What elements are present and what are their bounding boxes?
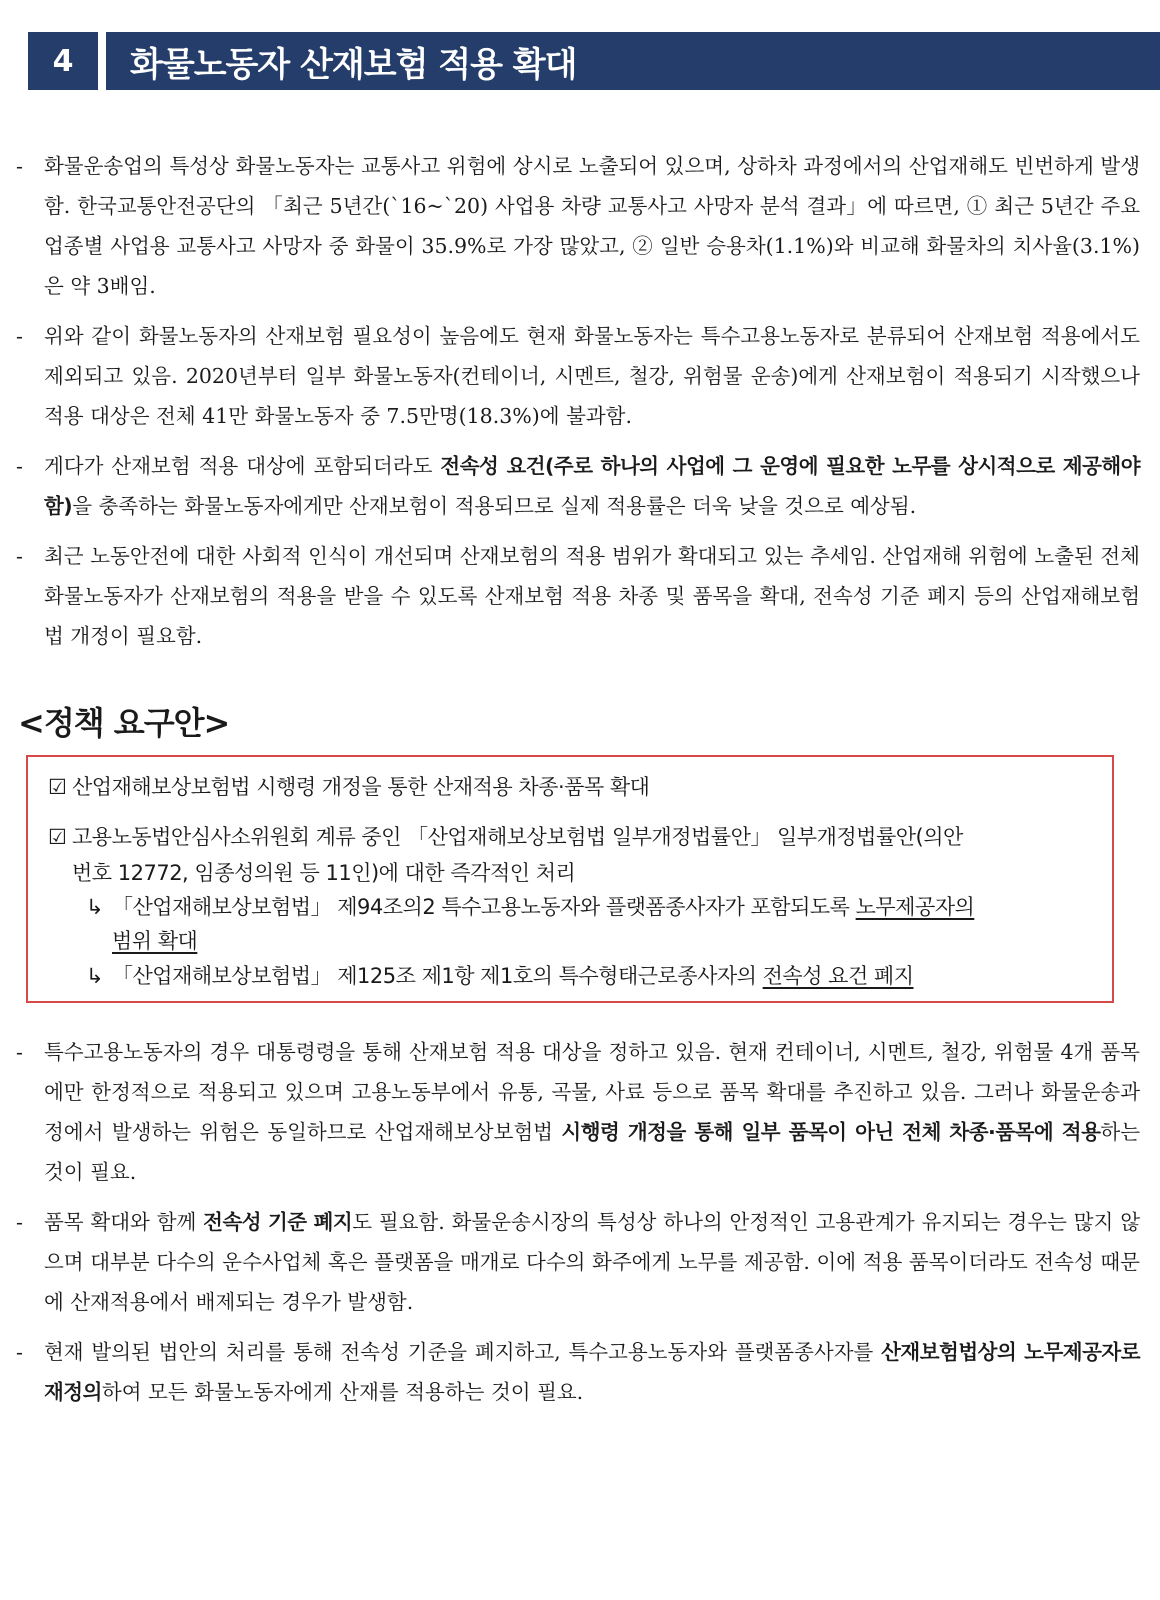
paragraph-exclusivity xyxy=(16,446,1140,526)
paragraph-accident-risk xyxy=(16,146,1140,306)
paragraph-text: 위와 같이 화물노동자의 산재보험 필요성이 높음에도 현재 화물노동자는 특수고용노동자로 분류되어 산재보험 적용에서도 제외되고 있음. 2020년부터 일부 화물노동자(컨테이너, 시멘트, 철강, 위험물 운송)에게 산재보험이 적용되기 시작했으나 적용 대상은 전체 41만 화물노동자 중 7.5만명(18.3%)에 불과함. xyxy=(44,324,1140,428)
bullet-dash: - xyxy=(16,1040,23,1064)
section-title: 화물노동자 산재보험 적용 확대 xyxy=(106,32,1160,90)
underlined-emphasis: 전속성 요건 폐지 xyxy=(762,964,914,988)
requirement-text: 번호 12772, 임종성의원 등 11인)에 대한 즉각적인 처리 xyxy=(72,861,576,885)
paragraph-insurance-need xyxy=(16,316,1140,436)
sub-item-text: 「산업재해보상보험법」 제125조 제1항 제1호의 특수형태근로종사자의 xyxy=(112,964,763,988)
sub-arrow-icon: ↳ xyxy=(86,964,104,988)
bullet-dash: - xyxy=(16,1210,23,1234)
paragraph-text: 을 충족하는 화물노동자에게만 산재보험이 적용되므로 실제 적용률은 더욱 낮을 것으로 예상됨. xyxy=(72,494,917,518)
paragraph-text: 최근 노동안전에 대한 사회적 인식이 개선되며 산재보험의 적용 범위가 확대되고 있는 추세임. 산업재해 위험에 노출된 전체 화물노동자가 산재보험의 적용을 받을 수 있도록 산재보험 적용 차종 및 품목을 확대, 전속성 기준 폐지 등의 산업재해보험법 개정이 필요함. xyxy=(44,544,1140,648)
paragraph-text: 현재 발의된 법안의 처리를 통해 전속성 기준을 폐지하고, 특수고용노동자와 플랫폼종사자를 xyxy=(44,1340,882,1364)
paragraph-redefinition xyxy=(16,1332,1140,1412)
bullet-dash: - xyxy=(16,1340,23,1364)
bold-emphasis: 산재보험법상의 노무제공자로 재정의 xyxy=(44,1340,1140,1404)
paragraph-scope xyxy=(16,1032,1140,1192)
paragraph-text: 특수고용노동자의 경우 대통령령을 통해 산재보험 적용 대상을 정하고 있음. 현재 컨테이너, 시멘트, 철강, 위험물 4개 품목에만 한정적으로 적용되고 있으며 고용노동부에서 유통, 곡물, 사료 등으로 품목 확대를 추진하고 있음. 그러나 화물운송과정에서 발생하는 위험은 동일하므로 산업재해보상보험법 xyxy=(44,1040,1140,1144)
bullet-dash: - xyxy=(16,544,23,568)
sub-item-2 xyxy=(86,959,913,993)
requirement-text: 산업재해보상보험법 시행령 개정을 통한 산재적용 차종·품목 확대 xyxy=(72,775,650,799)
requirement-item-2 xyxy=(48,819,963,891)
policy-requirements-box xyxy=(26,755,1114,1003)
checkbox-icon: ☑ xyxy=(48,825,67,849)
bold-emphasis: 시행령 개정을 통해 일부 품목이 아닌 전체 차종·품목에 적용 xyxy=(561,1120,1101,1144)
bold-emphasis: 전속성 요건(주로 하나의 사업에 그 운영에 필요한 노무를 상시적으로 제공해야 함) xyxy=(44,454,1140,518)
bullet-dash: - xyxy=(16,154,23,178)
paragraph-trend xyxy=(16,536,1140,656)
requirement-text: 고용노동법안심사소위원회 계류 중인 「산업재해보상보험법 일부개정법률안」 일부개정법률안(의안 xyxy=(72,825,963,849)
paragraph-text: 하는 것이 필요. xyxy=(44,1120,1140,1184)
paragraph-text: 게다가 산재보험 적용 대상에 포함되더라도 xyxy=(44,454,441,478)
paragraph-text: 품목 확대와 함께 xyxy=(44,1210,204,1234)
sub-item-text: 「산업재해보상보험법」 제94조의2 특수고용노동자와 플랫폼종사자가 포함되도록 xyxy=(112,895,856,919)
policy-heading: <정책 요구안> xyxy=(18,704,230,742)
underlined-emphasis: 노무제공자의 xyxy=(855,895,975,919)
requirement-item-1 xyxy=(48,769,649,805)
paragraph-text: 하여 모든 화물노동자에게 산재를 적용하는 것이 필요. xyxy=(101,1380,584,1404)
paragraph-text: 도 필요함. 화물운송시장의 특성상 하나의 안정적인 고용관계가 유지되는 경우는 많지 않으며 대부분 다수의 운수사업체 혹은 플랫폼을 매개로 다수의 화주에게 노무를 제공함. 이에 적용 품목이더라도 전속성 때문에 산재적용에서 배제되는 경우가 발생함. xyxy=(44,1210,1140,1314)
section-number: 4 xyxy=(28,32,98,90)
paragraph-text: 화물운송업의 특성상 화물노동자는 교통사고 위험에 상시로 노출되어 있으며, 상하차 과정에서의 산업재해도 빈번하게 발생함. 한국교통안전공단의 「최근 5년간(`16~`20) 사업용 차량 교통사고 사망자 분석 결과」에 따르면, ① 최근 5년간 주요 업종별 사업용 교통사고 사망자 중 화물이 35.9%로 가장 많았고, ② 일반 승용차(1.1%)와 비교해 화물차의 치사율(3.1%)은 약 3배임. xyxy=(44,154,1140,298)
sub-item-1 xyxy=(86,890,974,958)
sub-arrow-icon: ↳ xyxy=(86,895,104,919)
underlined-emphasis: 범위 확대 xyxy=(112,929,198,953)
bullet-dash: - xyxy=(16,324,23,348)
paragraph-exclusivity-abolition xyxy=(16,1202,1140,1322)
bullet-dash: - xyxy=(16,454,23,478)
checkbox-icon: ☑ xyxy=(48,775,67,799)
bold-emphasis: 전속성 기준 폐지 xyxy=(203,1210,353,1234)
